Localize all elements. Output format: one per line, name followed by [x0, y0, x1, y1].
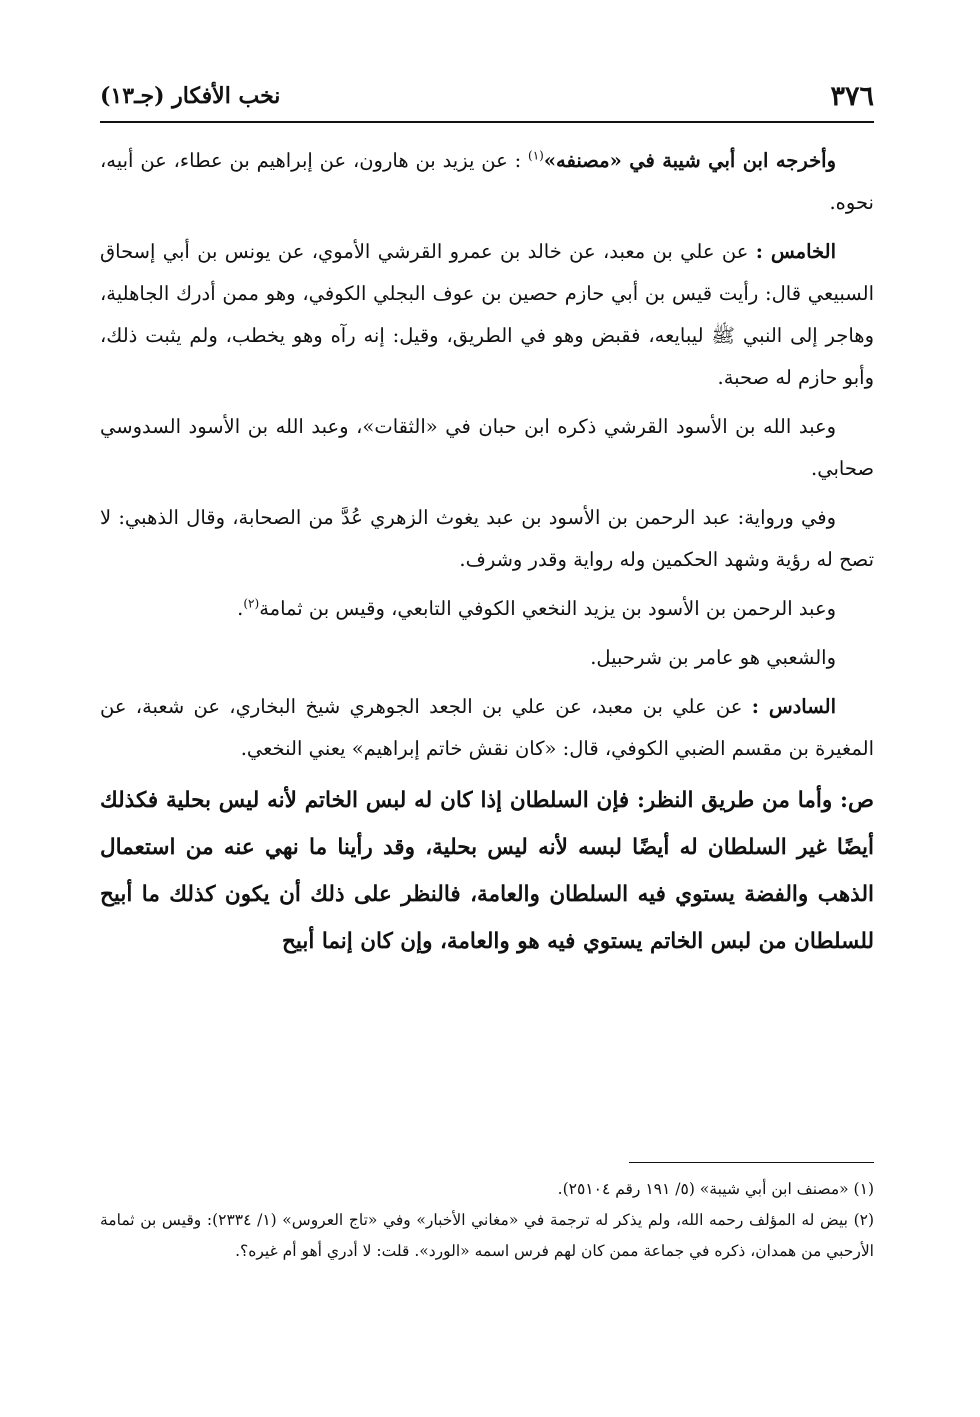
paragraph-7 — [100, 686, 874, 770]
paragraph-text: : عن يزيد بن هارون، عن إبراهيم بن عطاء، عن أبيه، نحوه. — [100, 149, 874, 214]
matn-paragraph: ص: وأما من طريق النظر: فإن السلطان إذا كان له لبس الخاتم لأنه ليس بحلية فكذلك أيضًا غير السلطان له أيضًا لبسه لأنه ليس بحلية، وقد رأينا ما نهي عنه من استعمال الذهب والفضة يستوي فيه السلطان والعامة، فالنظر على ذلك أن يكون كذلك ما أبيح للسلطان من لبس الخاتم يستوي فيه هو والعامة، وإن كان إنما أبيح — [100, 788, 874, 954]
paragraph-text: وعبد الله بن الأسود القرشي ذكره ابن حبان في «الثقات»، وعبد الله بن الأسود السدوسي صحابي. — [100, 415, 874, 480]
paragraph-2 — [100, 231, 874, 399]
paragraph-text: عن علي بن معبد، عن خالد بن عمرو القرشي الأموي، عن يونس بن أبي إسحاق السبيعي قال: رأيت قيس بن أبي حازم حصين بن عوف البجلي الكوفي، وهو ممن أدرك الجاهلية، وهاجر إلى النبي ﷺ ليبايعه، فقبض وهو في الطريق، وقيل: إنه رآه وهو يخطب، ولم يثبت ذلك، وأبو حازم له صحبة. — [100, 240, 874, 389]
footnote-ref-2: (٢) — [243, 596, 260, 611]
paragraph-text: والشعبي هو عامر بن شرحبيل. — [590, 646, 836, 669]
footnote-rule — [629, 1162, 874, 1163]
paragraph-tail: . — [237, 597, 244, 620]
paragraph-text: عن علي بن معبد، عن علي بن الجعد الجوهري شيخ البخاري، عن شعبة، عن المغيرة بن مقسم الضبي الكوفي، قال: «كان نقش خاتم إبراهيم» يعني النخعي. — [100, 695, 874, 760]
paragraph-6 — [100, 637, 874, 679]
footnotes — [100, 1174, 874, 1267]
header-rule — [100, 121, 874, 123]
paragraph-3 — [100, 406, 874, 490]
running-title: نخب الأفكار (جـ١٣) — [100, 83, 281, 109]
paragraph-1 — [100, 140, 874, 224]
main-text — [100, 140, 874, 972]
paragraph-lead: الخامس : — [755, 240, 837, 263]
page-number: ٣٧٦ — [830, 80, 874, 112]
page-header — [100, 76, 874, 116]
footnote-1: (١) «مصنف ابن أبي شيبة» (٥/ ١٩١ رقم ٢٥١٠٤). — [557, 1180, 874, 1198]
footnote-ref-1: (١) — [528, 148, 544, 163]
footnote-2: (٢) بيض له المؤلف رحمه الله، ولم يذكر له ترجمة في «مغاني الأخبار» وفي «تاج العروس» (١/ ٢٣٣٤): وقيس بن ثمامة الأرحبي من همدان، ذكره في جماعة ممن كان لهم فرس اسمه «الورد». قلت: لا أدري أهو أم غيره؟. — [100, 1211, 875, 1260]
paragraph-text: وعبد الرحمن بن الأسود بن يزيد النخعي الكوفي التابعي، وقيس بن ثمامة — [259, 597, 836, 620]
paragraph-4 — [100, 497, 874, 581]
paragraph-lead: وأخرجه ابن أبي شيبة في «مصنفه» — [543, 149, 836, 172]
paragraph-text: وفي ورواية: عبد الرحمن بن الأسود بن عبد يغوث الزهري عُدَّ من الصحابة، وقال الذهبي: لا تصح له رؤية وشهد الحكمين وله رواية وقدر وشرف. — [100, 506, 874, 571]
paragraph-5 — [100, 588, 874, 630]
paragraph-lead: السادس : — [751, 695, 837, 718]
book-page — [100, 0, 874, 1417]
